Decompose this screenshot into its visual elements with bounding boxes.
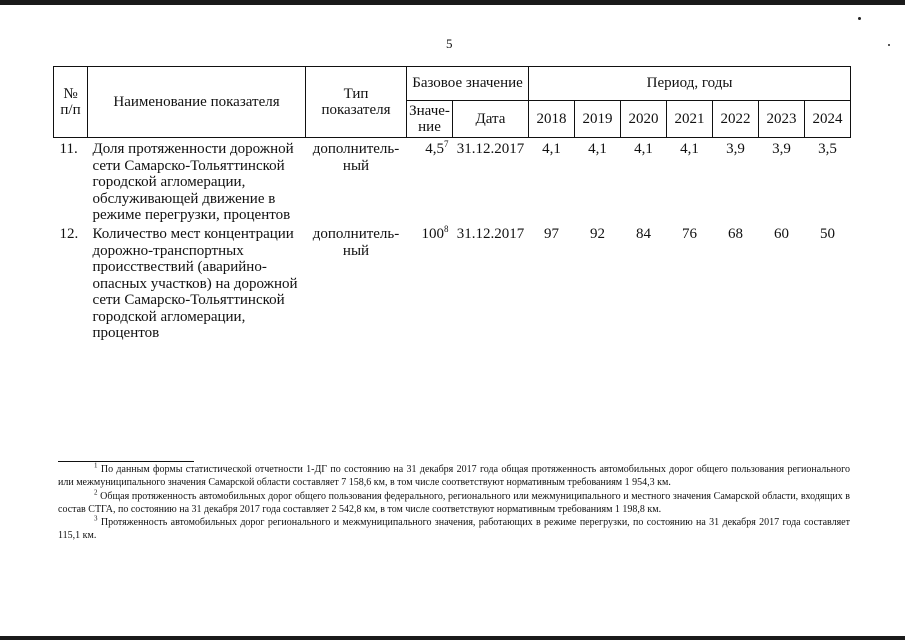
row-year-value: 60 [774, 226, 790, 242]
header-year: 2021 [667, 101, 713, 138]
row-base-date: 31.12.2017 [456, 226, 525, 242]
page-number: 5 [446, 36, 453, 51]
header-base: Базовое значение [407, 67, 529, 101]
indicator-table [53, 66, 851, 342]
table-row [54, 226, 851, 342]
footnote-text: Общая протяженность автомобильных дорог общего пользования федерального, регионального или межмуниципального и местного значения Самарской области, входящих в состав СТГА, по состоянию на 31 декабря 2017 года составляет 2 542,8 км, в том числе соответствуют нормативным требованиям 1 198,8 км. [58, 490, 850, 515]
footnote-mark: 2 [94, 488, 98, 497]
row-base-value: $100^8$ [421, 224, 449, 242]
row-year-value: 92 [590, 226, 606, 242]
header-name: Наименование показателя [88, 67, 306, 138]
footnote [58, 463, 850, 490]
row-year-value: 3,5 [818, 141, 837, 157]
footnote-mark: 1 [94, 461, 98, 470]
row-year-value: 4,1 [588, 141, 607, 157]
header-year: 2019 [575, 101, 621, 138]
row-base-value: $4,5^7$ [425, 139, 449, 157]
footnote-separator [58, 461, 194, 462]
header-year: 2023 [759, 101, 805, 138]
row-year-value: 4,1 [542, 141, 561, 157]
footnotes [58, 463, 850, 543]
row-type: дополнитель-ный [312, 141, 400, 174]
table-row [54, 138, 851, 227]
scan-edge-top [0, 0, 905, 5]
row-name: Доля протяженности дорожной сети Самарско-Тольяттинской городской агломерации, обслуживающей движение в режиме перегрузки, процентов [92, 141, 294, 223]
header-type: Тип показателя [306, 67, 407, 138]
row-type: дополнитель-ный [312, 226, 400, 259]
row-year-value: 84 [636, 226, 652, 242]
header-period: Период, годы [529, 67, 851, 101]
header-value: Значе-ние [407, 101, 453, 138]
footnote [58, 490, 850, 517]
row-year-value: 3,9 [772, 141, 791, 157]
header-num: № п/п [54, 67, 88, 138]
scan-speck [888, 44, 890, 46]
row-num: 12. [59, 226, 79, 242]
header-date: Дата [453, 101, 529, 138]
row-year-value: 4,1 [680, 141, 699, 157]
row-year-value: 97 [544, 226, 560, 242]
scan-edge-bottom [0, 636, 905, 640]
row-name: Количество мест концентрации дорожно-транспортных происствествий (аварийно-опасных участков) на дорожной сети Самарско-Тольяттинской городской агломерации, процентов [92, 226, 298, 341]
footnote-mark: 3 [94, 514, 98, 523]
row-year-value: 76 [682, 226, 698, 242]
row-year-value: 68 [728, 226, 744, 242]
row-base-date: 31.12.2017 [456, 141, 525, 157]
footnote-ref: 8 [444, 224, 449, 234]
header-year: 2022 [713, 101, 759, 138]
footnote-ref: 7 [444, 139, 449, 149]
scan-speck [858, 17, 861, 20]
row-num: 11. [59, 141, 78, 157]
footnote-text: По данным формы статистической отчетности 1-ДГ по состоянию на 31 декабря 2017 года общая протяженность автомобильных дорог общего пользования регионального или межмуниципального значения Самарской области составляет 7 158,6 км, в том числе соответствуют нормативным требованиям 1 954,3 км. [58, 464, 851, 489]
header-year: 2018 [529, 101, 575, 138]
row-year-value: 3,9 [726, 141, 745, 157]
footnote [58, 516, 850, 543]
header-year: 2024 [805, 101, 851, 138]
header-year: 2020 [621, 101, 667, 138]
row-year-value: 4,1 [634, 141, 653, 157]
footnote-text: Протяженность автомобильных дорог регионального и межмуниципального значения, работающих в режиме перегрузки, по состоянию на 31 декабря 2017 года составляет 115,1 км. [58, 517, 850, 542]
row-year-value: 50 [820, 226, 836, 242]
